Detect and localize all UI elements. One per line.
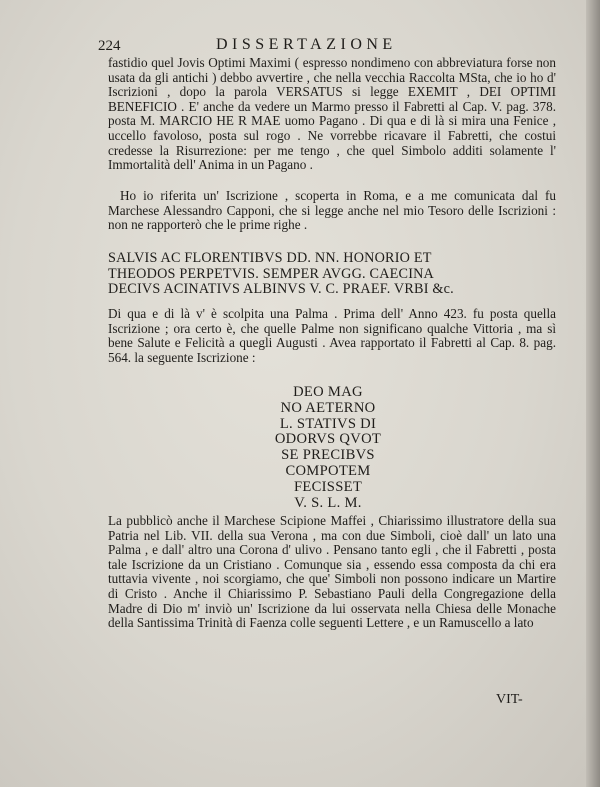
paragraph-4-text: La pubblicò anche il Marchese Scipione Maffei , Chiarissimo illustratore della sua Patria nel Lib. VII. della sua Verona , ma con due Simboli, cioè dall' un lato una Palma , e dall' altro una Corona d' ulivo . Pensano tanto egli , che il Fabretti , posta tale Iscrizione da un Cristiano . Comunque sia , essendo essa composta da chi era tuttavia vivente , noi scorgiamo, che que' Simboli non possono indicare un Martire di Cristo . Anche il Chiarissimo P. Sebastiano Pauli della Congregazione della Madre di Dio m' inviò un' Iscrizione da lui osservata nella Chiesa delle Monache della Santissima Trinità di Faenza colle seguenti Lettere , e un Ramuscello a lato (108, 513, 556, 631)
paragraph-2-text: Ho io riferita un' Iscrizione , scoperta in Roma, e a me comunicata dal fu Marchese Alessandro Capponi, che si legge anche nel mio Tesoro delle Iscrizioni : non ne rapporterò che le prime righe . (108, 188, 556, 233)
paragraph-2 (108, 189, 556, 233)
inscription-line: SE PRECIBVS (281, 447, 375, 464)
inscription-line: L. STATIVS DI (279, 415, 377, 432)
paragraph-3-text: Di qua e di là v' è scolpita una Palma . Prima dell' Anno 423. fu posta quella Iscrizione ; ora certo è, che quelle Palme non significano qualche Vittoria , ma sì bene Salute e Felicità a quegli Augusti . Avea rapportato il Fabretti al Cap. 8. pag. 564. la seguente Iscrizione : (108, 306, 556, 365)
inscription-line: COMPOTEM (285, 462, 371, 479)
page-number: 224 (98, 38, 121, 54)
inscription-line: NO AETERNO (280, 399, 376, 416)
inscription-deo-magno (240, 385, 416, 511)
inscription-line: DECIVS ACINATIVS ALBINVS V. C. PRAEF. VRBI &c. (108, 281, 454, 298)
running-title: DISSERTAZIONE (216, 36, 397, 53)
inscription-line: FECISSET (293, 478, 363, 495)
inscription-line: V. S. L. M. (294, 494, 362, 511)
paragraph-4 (108, 514, 556, 631)
catchword: VIT- (496, 692, 523, 707)
paragraph-1-text: fastidio quel Jovis Optimi Maximi ( espresso nondimeno con abbreviatura forse non usata da gli antichi ) debbo avvertire , che nella vecchia Raccolta MSta, che io ho d' Iscrizioni , dopo la parola VERSATUS si legge EXEMIT , DEI OPTIMI BENEFICIO . E' anche da vedere un Marmo presso il Fabretti al Cap. V. pag. 378. posta M. MARCIO HE R MAE uomo Pagano . Di qua e di là si mira una Fenice , uccello favoloso, posta sul rogo . Ne vorrebbe ricavare il Fabretti, che costui credesse la Risurrezione: per me tengo , che quel Simbolo additi solamente l' Immortalità dell' Anima in un Pagano . (108, 55, 556, 173)
inscription-line: SALVIS AC FLORENTIBVS DD. NN. HONORIO ET (108, 250, 432, 266)
inscription-line: THEODOS PERPETVIS. SEMPER AVGG. CAECINA (108, 265, 435, 282)
inscription-line: ODORVS QVOT (274, 431, 382, 448)
inscription-line: DEO MAG (293, 384, 363, 400)
paragraph-3 (108, 307, 556, 365)
paragraph-1 (108, 56, 556, 173)
page-edge-shadow (586, 0, 600, 787)
inscription-honorio (108, 251, 548, 298)
